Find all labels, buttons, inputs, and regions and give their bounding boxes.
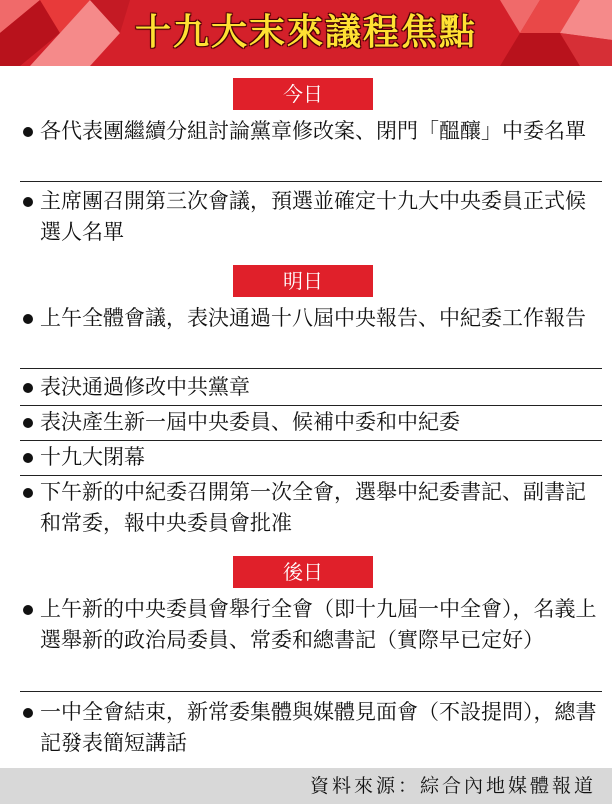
list-item [20, 303, 602, 369]
section-header-tomorrow: 明日 [233, 265, 373, 297]
list-item [20, 697, 602, 763]
title-banner [0, 0, 612, 66]
bullet-icon [23, 605, 33, 615]
bullet-icon [23, 488, 33, 498]
item-text: 十九大閉幕 [40, 445, 145, 469]
bullet-icon [23, 197, 33, 207]
list-item [20, 442, 602, 476]
item-text: 各代表團繼續分組討論黨章修改案、閉門「醞釀」中委名單 [40, 119, 586, 143]
item-text: 一中全會結束，新常委集體與媒體見面會（不設提問），總書記發表簡短講話 [40, 700, 597, 755]
item-text: 表決通過修改中共黨章 [40, 375, 250, 399]
bullet-icon [23, 314, 33, 324]
list-item [20, 407, 602, 441]
bullet-icon [23, 383, 33, 393]
source-footer [0, 768, 612, 804]
item-text: 上午全體會議，表決通過十八屆中央報告、中紀委工作報告 [40, 306, 586, 330]
item-text: 主席團召開第三次會議，預選並確定十九大中央委員正式候選人名單 [40, 189, 586, 244]
section-header-today: 今日 [233, 78, 373, 110]
list-item [20, 186, 602, 252]
bullet-icon [23, 708, 33, 718]
bullet-icon [23, 418, 33, 428]
item-text: 上午新的中央委員會舉行全會（即十九屆一中全會），名義上選舉新的政治局委員、常委和總書記（實際早已定好） [40, 597, 597, 652]
source-credit: 資料來源：綜合內地媒體報道 [309, 775, 596, 797]
bullet-icon [23, 127, 33, 137]
list-item [20, 116, 602, 182]
bullet-icon [23, 453, 33, 463]
section-header-day-after: 後日 [233, 556, 373, 588]
item-text: 下午新的中紀委召開第一次全會，選舉中紀委書記、副書記和常委，報中央委員會批准 [40, 480, 586, 535]
list-item [20, 477, 602, 543]
list-item [20, 372, 602, 406]
page-title: 十九大末來議程焦點 [134, 12, 477, 53]
list-item [20, 594, 602, 692]
item-text: 表決產生新一屆中央委員、候補中委和中紀委 [40, 410, 460, 434]
